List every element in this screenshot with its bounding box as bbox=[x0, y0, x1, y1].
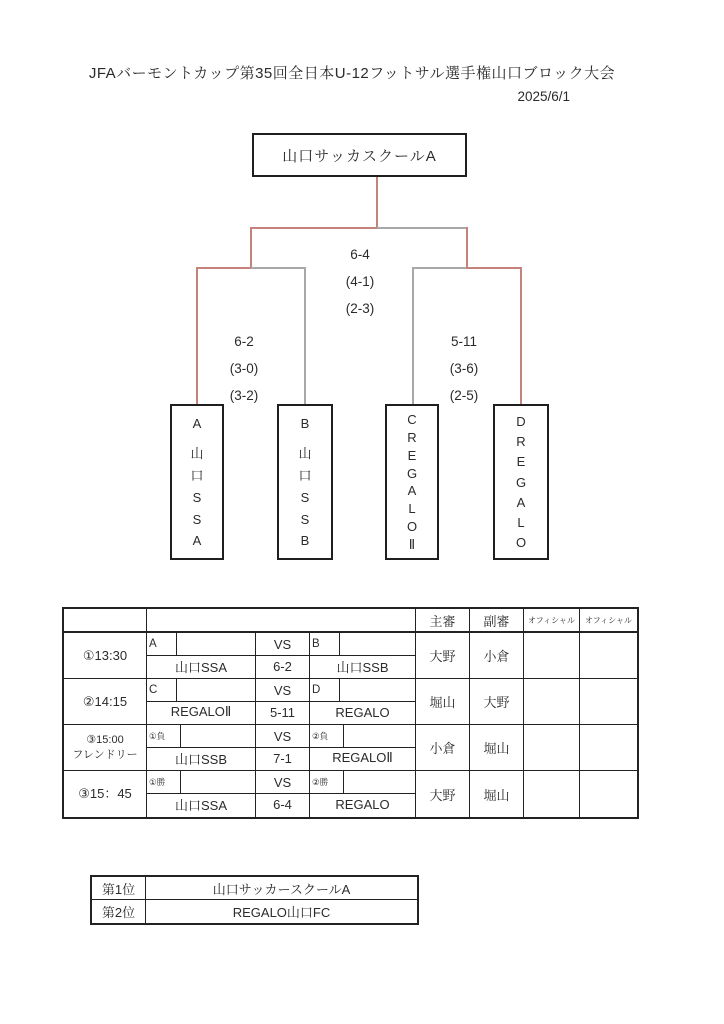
bracket-line-final-right bbox=[377, 227, 467, 229]
team-d-char: A bbox=[516, 494, 526, 510]
page-date: 2025/6/1 bbox=[517, 89, 570, 104]
match3-right-label: ②負 bbox=[310, 725, 344, 747]
header-match-cell bbox=[147, 609, 416, 631]
header-official-2: オフィシャル bbox=[585, 615, 632, 625]
header-assistant: 副審 bbox=[470, 609, 524, 631]
match-row-1 bbox=[64, 633, 637, 679]
match3-assistant: 堀山 bbox=[470, 725, 524, 770]
standings-table bbox=[90, 875, 419, 925]
match2-block bbox=[147, 679, 416, 724]
match1-left-team: 山口SSA bbox=[174, 659, 227, 675]
match2-score: 5-11 bbox=[269, 704, 296, 720]
match-row-4 bbox=[64, 771, 637, 817]
standings-row-1 bbox=[92, 877, 417, 900]
match2-left-team: REGALOⅡ bbox=[170, 704, 232, 719]
header-time-cell bbox=[64, 609, 147, 631]
match1-right-team: 山口SSB bbox=[336, 659, 389, 675]
team-a-char: S bbox=[192, 489, 202, 505]
match3-time-note: フレンドリー bbox=[72, 748, 138, 761]
match2-official-2 bbox=[580, 679, 637, 724]
bracket-line-team-b bbox=[304, 267, 306, 404]
match2-assistant: 大野 bbox=[470, 679, 524, 724]
match-row-3 bbox=[64, 725, 637, 771]
match1-vs-label: VS bbox=[273, 636, 292, 652]
subrow-divider bbox=[147, 747, 416, 749]
match1-time bbox=[64, 633, 147, 678]
team-box-d bbox=[493, 404, 549, 560]
match4-score: 6-4 bbox=[273, 796, 292, 812]
match4-right-label: ②勝 bbox=[310, 771, 344, 793]
standings-team-1: 山口サッカースクールA bbox=[212, 881, 351, 897]
team-c-char: R bbox=[407, 429, 417, 445]
match-row-2 bbox=[64, 679, 637, 725]
subrow-divider bbox=[147, 655, 416, 657]
subrow-divider bbox=[147, 793, 416, 795]
team-box-a bbox=[170, 404, 224, 560]
semi2-score-half1: (3-6) bbox=[449, 361, 479, 376]
team-b-char: B bbox=[300, 533, 310, 549]
team-d-char: L bbox=[517, 514, 525, 530]
match3-official-2 bbox=[580, 725, 637, 770]
match1-official-2 bbox=[580, 633, 637, 678]
match3-referee: 小倉 bbox=[416, 725, 470, 770]
team-box-b bbox=[277, 404, 333, 560]
team-c-char: G bbox=[406, 465, 418, 481]
match1-right-label: B bbox=[310, 633, 340, 655]
team-b-char: S bbox=[300, 511, 310, 527]
team-b-char: 山 bbox=[298, 446, 312, 462]
semi1-score-total: 6-2 bbox=[234, 334, 254, 349]
match1-official-1 bbox=[524, 633, 580, 678]
bracket-line-finalist-left bbox=[250, 227, 252, 268]
match2-time-text: ②14:15 bbox=[82, 693, 128, 709]
match1-referee: 大野 bbox=[416, 633, 470, 678]
standings-rank-2: 第2位 bbox=[92, 900, 146, 923]
semi2-score-half2: (2-5) bbox=[449, 388, 479, 403]
match4-official-1 bbox=[524, 771, 580, 817]
match3-block bbox=[147, 725, 416, 770]
bracket-line-semi2-c bbox=[412, 267, 468, 269]
match4-referee: 大野 bbox=[416, 771, 470, 817]
final-score-half2: (2-3) bbox=[345, 301, 375, 316]
team-box-c bbox=[385, 404, 439, 560]
match2-time bbox=[64, 679, 147, 724]
match3-left-team: 山口SSB bbox=[174, 751, 227, 767]
match3-time bbox=[64, 725, 147, 770]
match2-right-label: D bbox=[310, 679, 340, 701]
schedule-table bbox=[62, 607, 639, 819]
team-d-char: O bbox=[515, 534, 527, 550]
team-a-char: S bbox=[192, 511, 202, 527]
match4-left-label: ①勝 bbox=[147, 771, 181, 793]
team-d-seed: D bbox=[516, 414, 526, 430]
match1-score: 6-2 bbox=[273, 658, 292, 674]
team-c-char: A bbox=[407, 483, 417, 499]
semi2-score bbox=[424, 328, 504, 409]
subrow-divider bbox=[147, 701, 416, 703]
bracket-line-finalist-right bbox=[466, 227, 468, 268]
schedule-header-row bbox=[64, 609, 637, 633]
bracket-line-team-d bbox=[520, 267, 522, 404]
match1-assistant: 小倉 bbox=[470, 633, 524, 678]
match1-block bbox=[147, 633, 416, 678]
match4-time bbox=[64, 771, 147, 817]
standings-team-2: REGALO山口FC bbox=[232, 905, 331, 920]
match4-time-text: ③15：45 bbox=[78, 786, 132, 802]
match2-vs-label: VS bbox=[273, 682, 292, 698]
final-score-total: 6-4 bbox=[350, 247, 370, 262]
match3-vs-label: VS bbox=[273, 728, 292, 744]
match2-referee: 堀山 bbox=[416, 679, 470, 724]
final-score bbox=[320, 241, 400, 322]
match4-block bbox=[147, 771, 416, 817]
team-c-char: O bbox=[406, 519, 418, 535]
match4-vs-label: VS bbox=[273, 774, 292, 790]
team-d-char: G bbox=[515, 474, 527, 490]
bracket-line-final-left bbox=[250, 227, 377, 229]
final-score-half1: (4-1) bbox=[345, 274, 375, 289]
header-official-1: オフィシャル bbox=[524, 609, 580, 631]
match2-right-team: REGALO bbox=[335, 704, 390, 720]
team-a-char: 山 bbox=[190, 446, 204, 462]
semi1-score-half1: (3-0) bbox=[229, 361, 259, 376]
match1-left-label: A bbox=[147, 633, 177, 655]
team-b-seed: B bbox=[300, 415, 310, 431]
bracket-line-team-a bbox=[196, 267, 198, 404]
team-b-char: S bbox=[300, 489, 310, 505]
team-d-char: E bbox=[516, 454, 526, 470]
match3-score: 7-1 bbox=[273, 750, 292, 766]
bracket-line-semi1-b bbox=[251, 267, 306, 269]
match3-left-label: ①負 bbox=[147, 725, 181, 747]
standings-rank-1: 第1位 bbox=[92, 877, 146, 899]
bracket-line-semi1-a bbox=[196, 267, 251, 269]
match4-left-team: 山口SSA bbox=[174, 797, 227, 813]
bracket-line-champion bbox=[376, 177, 378, 228]
champion-box bbox=[252, 133, 467, 177]
team-c-seed: C bbox=[407, 411, 417, 427]
match3-right-team: REGALOⅡ bbox=[332, 750, 393, 765]
team-c-char: L bbox=[408, 501, 416, 517]
match1-time-text: ①13:30 bbox=[82, 647, 128, 663]
team-d-char: R bbox=[516, 434, 526, 450]
match4-assistant: 堀山 bbox=[470, 771, 524, 817]
semi1-score bbox=[204, 328, 284, 409]
match2-left-label: C bbox=[147, 679, 177, 701]
page-title: JFAバーモントカップ第35回全日本U-12フットサル選手権山口ブロック大会 bbox=[88, 65, 616, 82]
bracket-line-semi2-d bbox=[466, 267, 522, 269]
match2-official-1 bbox=[524, 679, 580, 724]
team-a-seed: A bbox=[192, 415, 202, 431]
semi1-score-half2: (3-2) bbox=[229, 388, 259, 403]
team-b-char: 口 bbox=[298, 468, 312, 484]
team-a-char: 口 bbox=[190, 468, 204, 484]
champion-name: 山口サッカスクールA bbox=[282, 147, 437, 165]
standings-row-2 bbox=[92, 900, 417, 923]
team-c-char: Ⅱ bbox=[408, 537, 416, 552]
match4-right-team: REGALO bbox=[335, 796, 390, 812]
match4-official-2 bbox=[580, 771, 637, 817]
header-referee: 主審 bbox=[416, 609, 470, 631]
team-a-char: A bbox=[192, 533, 202, 549]
match3-official-1 bbox=[524, 725, 580, 770]
team-c-char: E bbox=[407, 447, 417, 463]
match3-time-text: ③15:00 bbox=[86, 733, 124, 746]
semi2-score-total: 5-11 bbox=[450, 334, 478, 349]
bracket-line-team-c bbox=[412, 267, 414, 404]
